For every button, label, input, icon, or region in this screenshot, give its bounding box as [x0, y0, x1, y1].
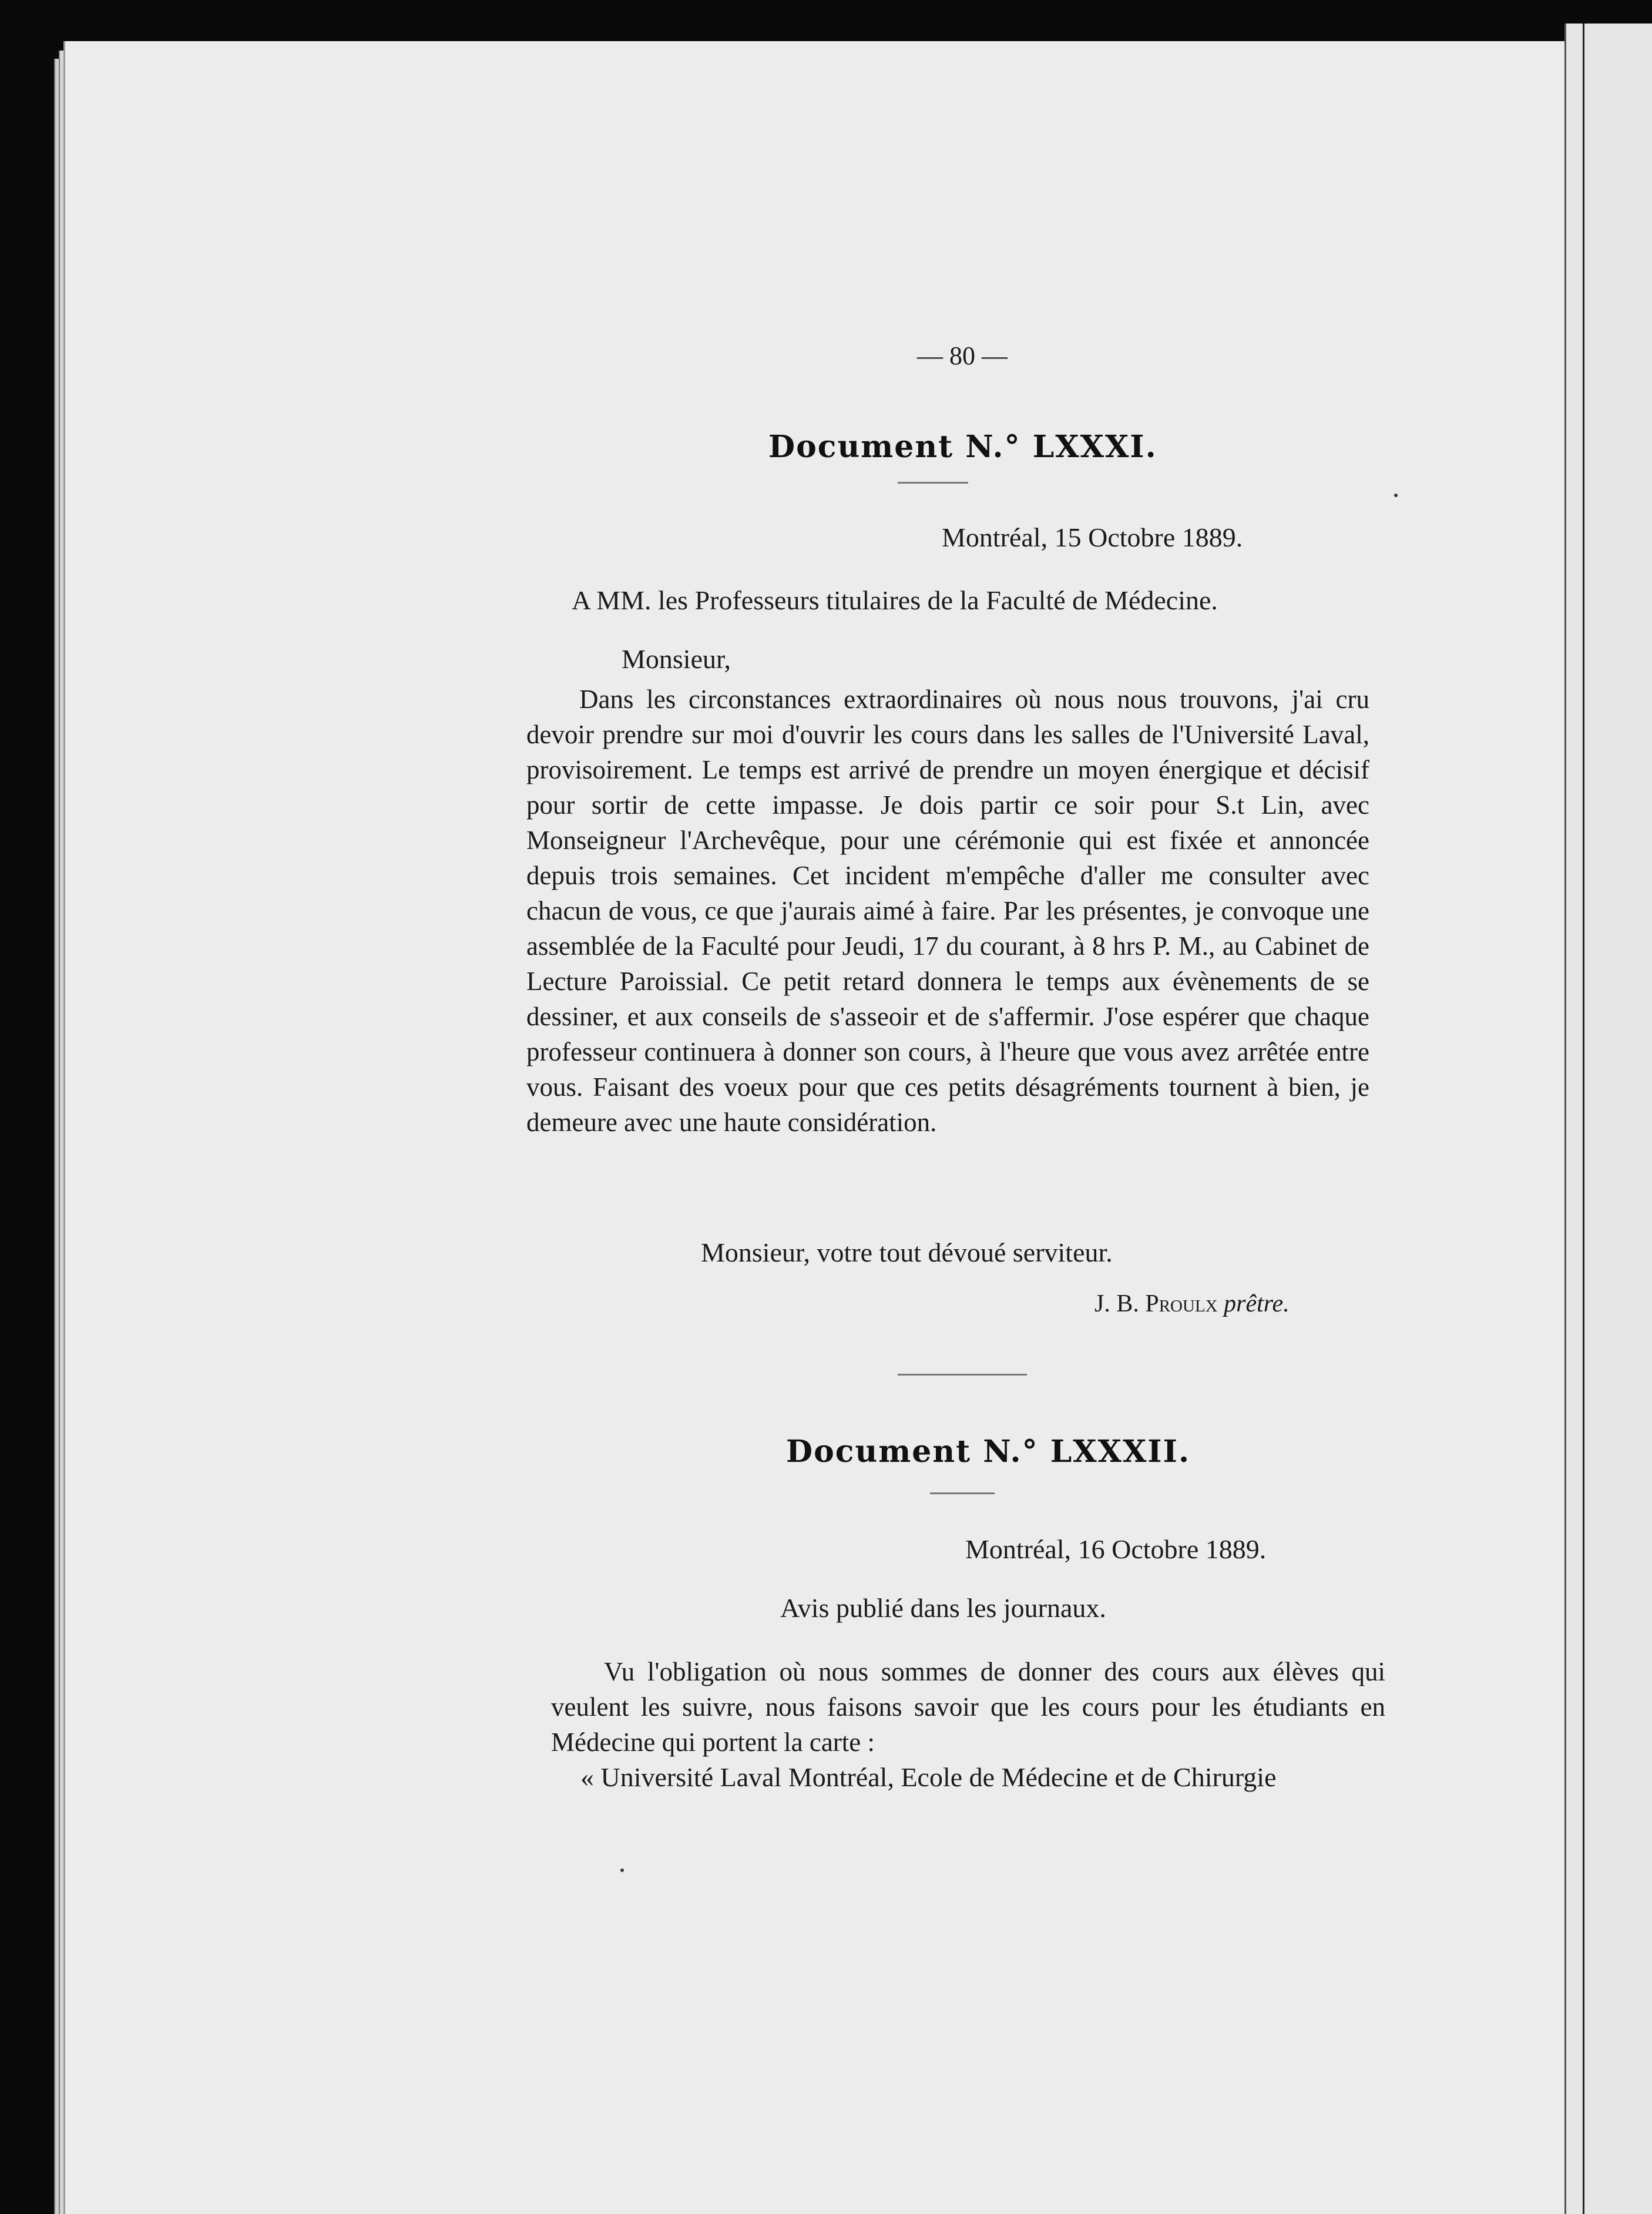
ink-speck — [620, 1869, 624, 1872]
document-heading: Document N.° LXXXII. — [786, 1434, 1191, 1470]
letter-body: Dans les circonstances extraordinaires où nous nous trouvons, j'ai cru devoir prendre sur moi d'ouvrir les cours dans les salles de l'Université Laval, provisoirement. Le temps est arrivé de prendre un moyen énergique et décisif pour sortir de cette impasse. Je dois partir ce soir pour S.t Lin, avec Monseigneur l'Archevêque, pour une cérémonie qui est fixée et annoncée depuis trois semaines. Cet incident m'empêche d'aller me consulter avec chacun de vous, ce que j'aurais aimé à faire. Par les présentes, je convoque une assemblée de la Faculté pour Jeudi, 17 du courant, à 8 hrs P. M., au Cabinet de Lecture Paroissial. Ce petit retard donnera le temps aux évènements de se dessiner, et aux conseils de s'asseoir et de s'affermir. J'ose espérer que chaque professeur continuera à donner son cours, à l'heure que vous avez arrêtée entre vous. Faisant des voeux pour que ces petits désagréments tournent à bien, je demeure avec une haute considération. — [526, 685, 1369, 1137]
letter-salutation: Monsieur, — [622, 644, 731, 674]
letter-date: Montréal, 15 Octobre 1889. — [942, 522, 1243, 552]
notice-quote-line: « Université Laval Montréal, Ecole de Médecine et de Chirurgie — [580, 1762, 1277, 1792]
heading-rule — [898, 482, 968, 484]
page-gutter-line — [1583, 24, 1584, 2214]
notice-title: Avis publié dans les journaux. — [780, 1593, 1106, 1623]
letter-addressee: A MM. les Professeurs titulaires de la Faculté de Médecine. — [572, 585, 1218, 615]
document-heading: Document N.° LXXXI. — [768, 429, 1157, 465]
section-separator — [898, 1374, 1027, 1376]
notice-date: Montréal, 16 Octobre 1889. — [965, 1534, 1267, 1564]
page-number: — 80 — — [917, 341, 1008, 370]
notice-body: Vu l'obligation où nous sommes de donner des cours aux élèves qui veulent les suivre, nous faisons savoir que les cours pour les étudiants en Médecine qui portent la carte : — [551, 1657, 1385, 1757]
letter-signature — [1094, 1290, 1290, 1318]
book-page — [63, 41, 1564, 2214]
ink-speck — [1394, 494, 1398, 497]
letter-closing: Monsieur, votre tout dévoué serviteur. — [701, 1237, 1113, 1267]
signature-title: prêtre. — [1224, 1290, 1290, 1317]
adjacent-page-edge — [1564, 24, 1652, 2214]
signature-name: J. B. Proulx — [1094, 1290, 1218, 1317]
heading-rule — [930, 1492, 995, 1494]
